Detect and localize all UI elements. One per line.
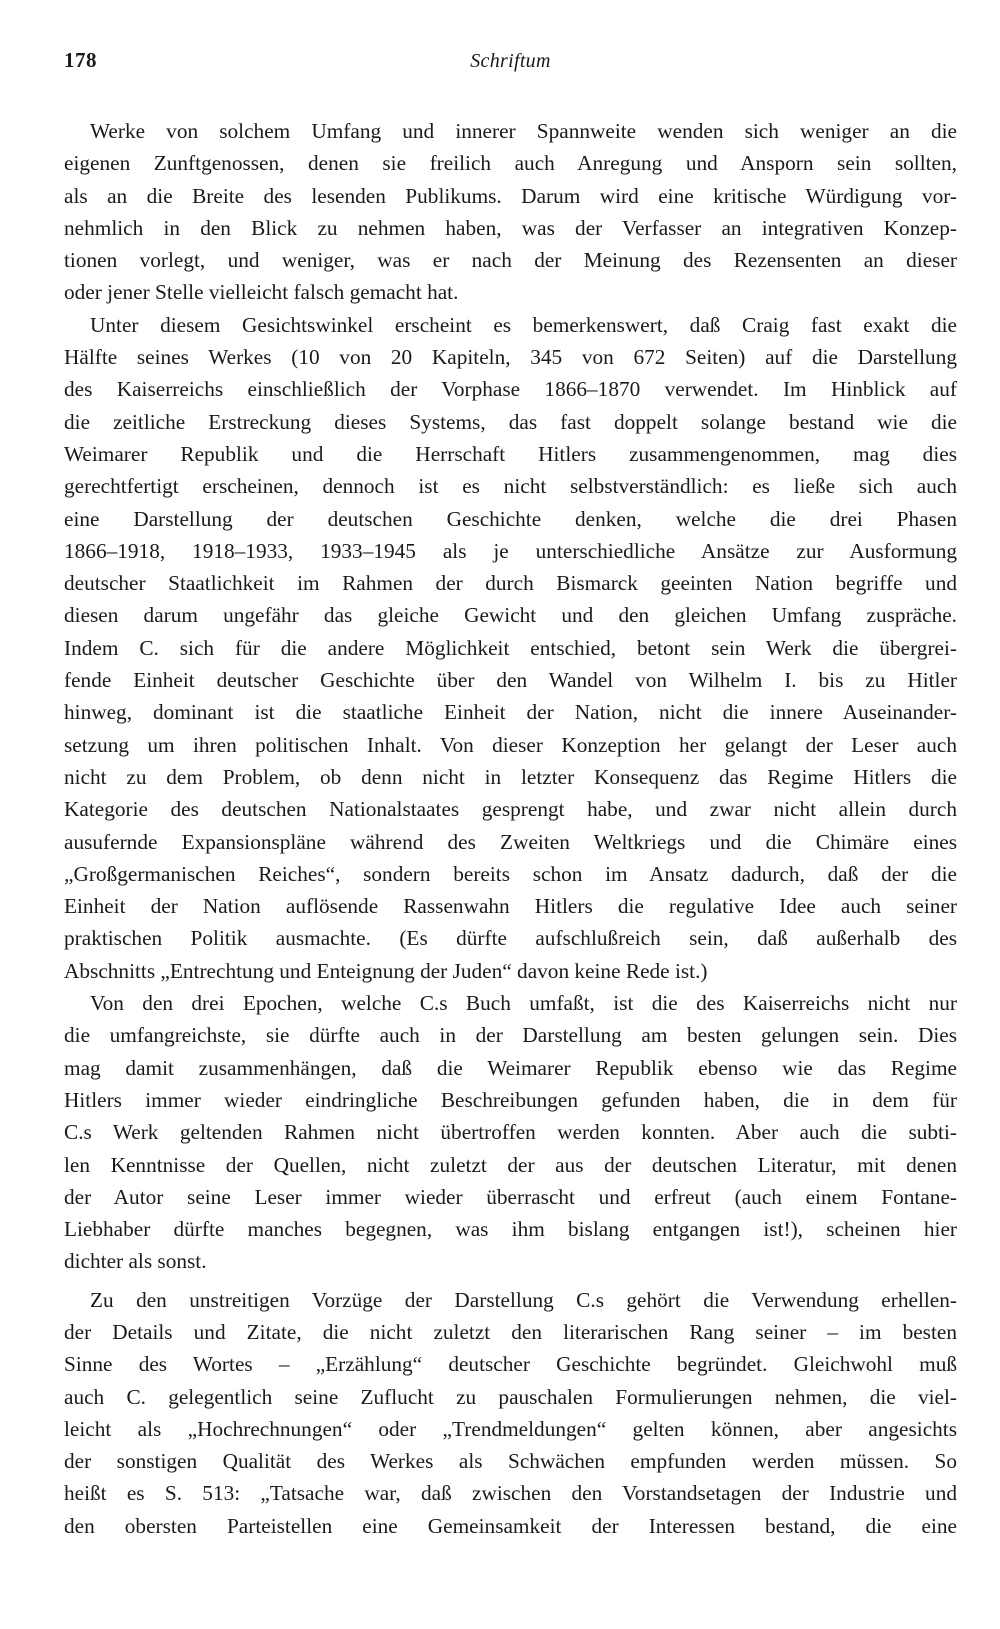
- text-line: eigenen Zunftgenossen, denen sie freilich auch Anregung und Ansporn sein sollten,: [64, 151, 957, 176]
- text-line: Einheit der Nation auflösende Rassenwahn Hitlers die regulative Idee auch seiner: [64, 894, 957, 919]
- paragraph: [64, 309, 957, 987]
- text-line: die zeitliche Erstreckung dieses Systems, das fast doppelt solange bestand wie die: [64, 409, 957, 434]
- text-line: oder jener Stelle vielleicht falsch gemacht hat.: [64, 280, 459, 305]
- text-line: Unter diesem Gesichtswinkel erscheint es bemerkenswert, daß Craig fast exakt die: [90, 312, 957, 337]
- text-line: deutscher Staatlichkeit im Rahmen der durch Bismarck geeinten Nation begriffe und: [64, 571, 957, 596]
- text-line: Hitlers immer wieder eindringliche Beschreibungen gefunden haben, die in dem für: [64, 1087, 957, 1112]
- paragraph: [64, 987, 957, 1278]
- text-line: len Kenntnisse der Quellen, nicht zuletzt der aus der deutschen Literatur, mit denen: [64, 1152, 957, 1177]
- text-line: leicht als „Hochrechnungen“ oder „Trendmeldungen“ gelten können, aber angesichts: [64, 1416, 957, 1441]
- text-line: diesen darum ungefähr das gleiche Gewicht und den gleichen Umfang zuspräche.: [64, 603, 957, 628]
- text-line: des Kaiserreichs einschließlich der Vorphase 1866–1870 verwendet. Im Hinblick auf: [64, 377, 957, 402]
- text-line: der Details und Zitate, die nicht zuletzt den literarischen Rang seiner – im besten: [64, 1319, 957, 1344]
- text-line: mag damit zusammenhängen, daß die Weimarer Republik ebenso wie das Regime: [64, 1055, 957, 1080]
- text-line: Indem C. sich für die andere Möglichkeit entschied, betont sein Werk die übergrei-: [64, 635, 957, 660]
- text-line: 1866–1918, 1918–1933, 1933–1945 als je unterschiedliche Ansätze zur Ausformung: [64, 538, 957, 563]
- text-line: gerechtfertigt erscheinen, dennoch ist es nicht selbstverständlich: es ließe sich auch: [64, 474, 957, 499]
- text-line: als an die Breite des lesenden Publikums. Darum wird eine kritische Würdigung vor-: [64, 183, 957, 208]
- text-line: nicht zu dem Problem, ob denn nicht in letzter Konsequenz das Regime Hitlers die: [64, 764, 957, 789]
- text-line: der Autor seine Leser immer wieder überrascht und erfreut (auch einem Fontane-: [64, 1184, 957, 1209]
- text-line: heißt es S. 513: „Tatsache war, daß zwischen den Vorstandsetagen der Industrie und: [64, 1481, 957, 1506]
- text-line: praktischen Politik ausmachte. (Es dürfte aufschlußreich sein, daß außerhalb des: [64, 926, 957, 951]
- text-line: Sinne des Wortes – „Erzählung“ deutscher Geschichte begründet. Gleichwohl muß: [64, 1352, 957, 1377]
- text-line: setzung um ihren politischen Inhalt. Von dieser Konzeption her gelangt der Leser auch: [64, 732, 957, 757]
- text-line: Werke von solchem Umfang und innerer Spannweite wenden sich weniger an die: [90, 119, 957, 143]
- running-title: Schriftum: [470, 50, 551, 72]
- text-line: die umfangreichste, sie dürfte auch in der Darstellung am besten gelungen sein. Dies: [64, 1023, 957, 1048]
- text-line: der sonstigen Qualität des Werkes als Schwächen empfunden werden müssen. So: [64, 1449, 957, 1474]
- text-line: Liebhaber dürfte manches begegnen, was ihm bislang entgangen ist!), scheinen hier: [64, 1217, 957, 1242]
- text-line: Weimarer Republik und die Herrschaft Hitlers zusammengenommen, mag dies: [64, 441, 957, 466]
- running-head: [64, 48, 957, 80]
- page-number: 178: [64, 48, 97, 72]
- text-line: tionen vorlegt, und weniger, was er nach der Meinung des Rezensenten an dieser: [64, 248, 957, 273]
- text-line: ausufernde Expansionspläne während des Zweiten Weltkriegs und die Chimäre eines: [64, 829, 957, 854]
- text-line: Kategorie des deutschen Nationalstaates gesprengt habe, und zwar nicht allein durch: [64, 797, 957, 822]
- text-line: Von den drei Epochen, welche C.s Buch umfaßt, ist die des Kaiserreichs nicht nur: [90, 991, 957, 1016]
- text-line: Zu den unstreitigen Vorzüge der Darstellung C.s gehört die Verwendung erhellen-: [90, 1287, 957, 1312]
- text-line: dichter als sonst.: [64, 1249, 207, 1274]
- text-line: Hälfte seines Werkes (10 von 20 Kapiteln, 345 von 672 Seiten) auf die Darstellung: [64, 345, 957, 370]
- text-line: nehmlich in den Blick zu nehmen haben, was der Verfasser an integrativen Konzep-: [64, 215, 957, 240]
- text-line: hinweg, dominant ist die staatliche Einheit der Nation, nicht die innere Auseinander-: [64, 700, 957, 725]
- body-text: [64, 115, 957, 1542]
- text-line: „Großgermanischen Reiches“, sondern bereits schon im Ansatz dadurch, daß der die: [64, 861, 957, 886]
- text-line: auch C. gelegentlich seine Zuflucht zu pauschalen Formulierungen nehmen, die viel-: [64, 1384, 957, 1409]
- text-line: fende Einheit deutscher Geschichte über den Wandel von Wilhelm I. bis zu Hitler: [64, 668, 957, 693]
- text-line: C.s Werk geltenden Rahmen nicht übertroffen werden konnten. Aber auch die subti-: [64, 1120, 957, 1145]
- paragraph: [64, 115, 957, 309]
- text-line: Abschnitts „Entrechtung und Enteignung der Juden“ davon keine Rede ist.): [64, 958, 708, 983]
- text-line: den obersten Parteistellen eine Gemeinsamkeit der Interessen bestand, die eine: [64, 1513, 957, 1538]
- text-line: eine Darstellung der deutschen Geschichte denken, welche die drei Phasen: [64, 506, 957, 531]
- paragraph: [64, 1284, 957, 1542]
